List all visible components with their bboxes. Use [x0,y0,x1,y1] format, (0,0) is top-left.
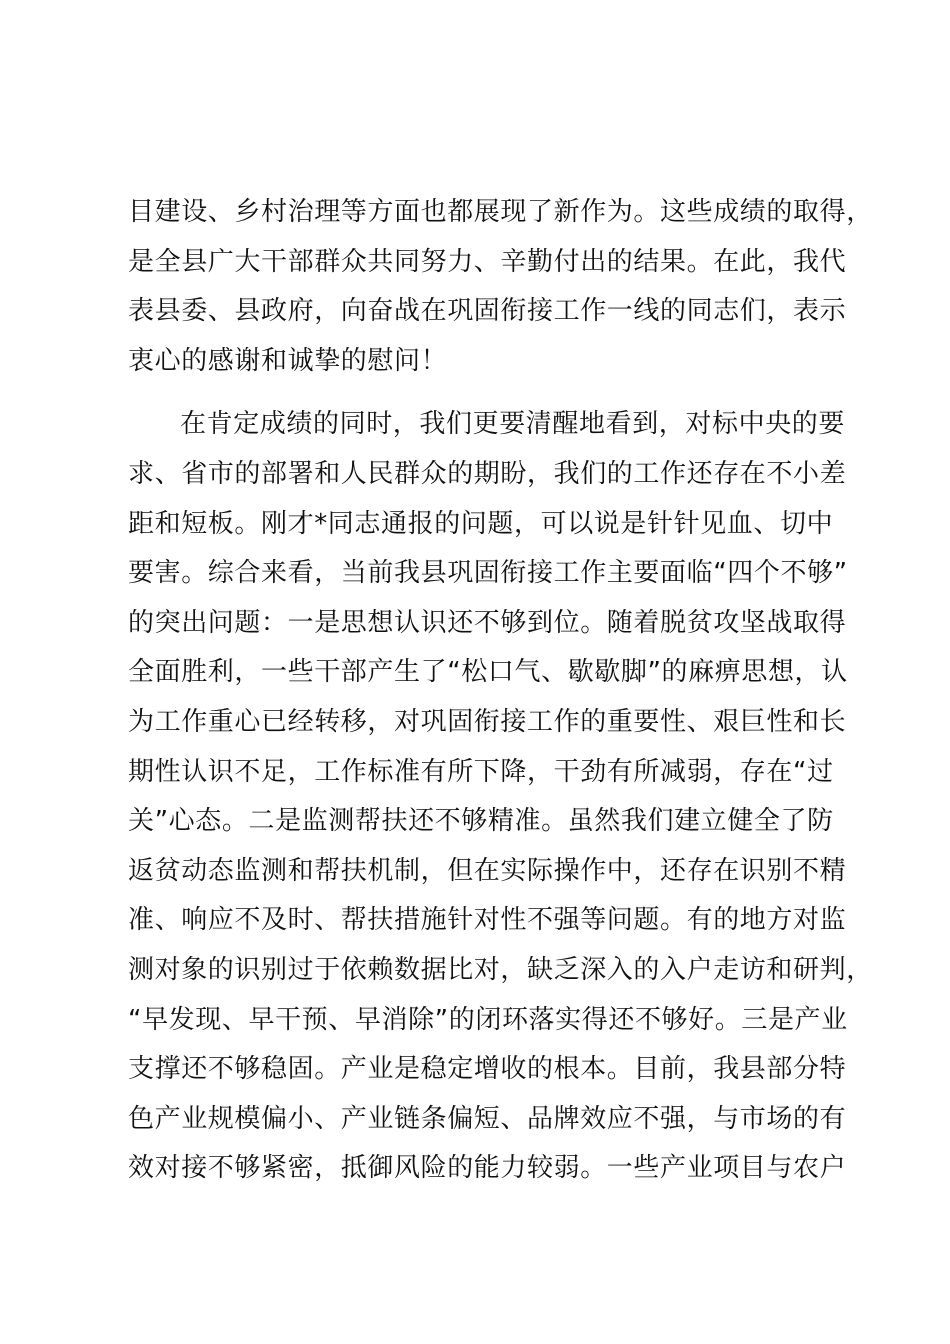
text-line: 距和短板。刚才*同志通报的问题，可以说是针针见血、切中 [128,508,834,539]
text-line: 色产业规模偏小、产业链条偏短、品牌效应不强，与市场的有 [128,1103,847,1134]
text-line: 为工作重心已经转移，对巩固衔接工作的重要性、艰巨性和长 [128,706,847,737]
text-line: 全面胜利，一些干部产生了“松口气、歇歇脚”的麻痹思想，认 [128,657,848,688]
text-line: 关”心态。二是监测帮扶还不够精准。虽然我们建立健全了防 [128,806,834,837]
paragraph-1 [128,188,873,386]
text-line: 支撑还不够稳固。产业是稳定增收的根本。目前，我县部分特 [128,1054,847,1085]
text-line: 返贫动态监测和帮扶机制，但在实际操作中，还存在识别不精 [128,855,847,886]
paragraph-gap [128,386,828,400]
text-line: 的突出问题：一是思想认识还不够到位。随着脱贫攻坚战取得 [128,607,847,638]
text-line: 衷心的感谢和诚挚的慰问！ [128,345,448,376]
text-line: 准、响应不及时、帮扶措施针对性不强等问题。有的地方对监 [128,905,847,936]
text-line-indented: 在肯定成绩的同时，我们更要清醒地看到，对标中央的要 [180,409,846,440]
text-line: 要害。综合来看，当前我县巩固衔接工作主要面临“四个不够” [128,558,848,589]
text-line: 目建设、乡村治理等方面也都展现了新作为。这些成绩的取得， [128,197,873,227]
text-line: 测对象的识别过于依赖数据比对，缺乏深入的入户走访和研判， [128,954,873,985]
text-line: “早发现、早干预、早消除”的闭环落实得还不够好。三是产业 [128,1004,848,1035]
document-body [128,188,873,1194]
text-line: 期性认识不足，工作标准有所下降，干劲有所减弱，存在“过 [128,756,834,787]
text-line: 表县委、县政府，向奋战在巩固衔接工作一线的同志们，表示 [128,296,847,327]
paragraph-2 [128,400,873,1194]
text-line: 效对接不够紧密，抵御风险的能力较弱。一些产业项目与农户 [128,1153,847,1184]
text-line: 求、省市的部署和人民群众的期盼，我们的工作还存在不小差 [128,458,847,489]
text-line: 是全县广大干部群众共同努力、辛勤付出的结果。在此，我代 [128,246,847,277]
